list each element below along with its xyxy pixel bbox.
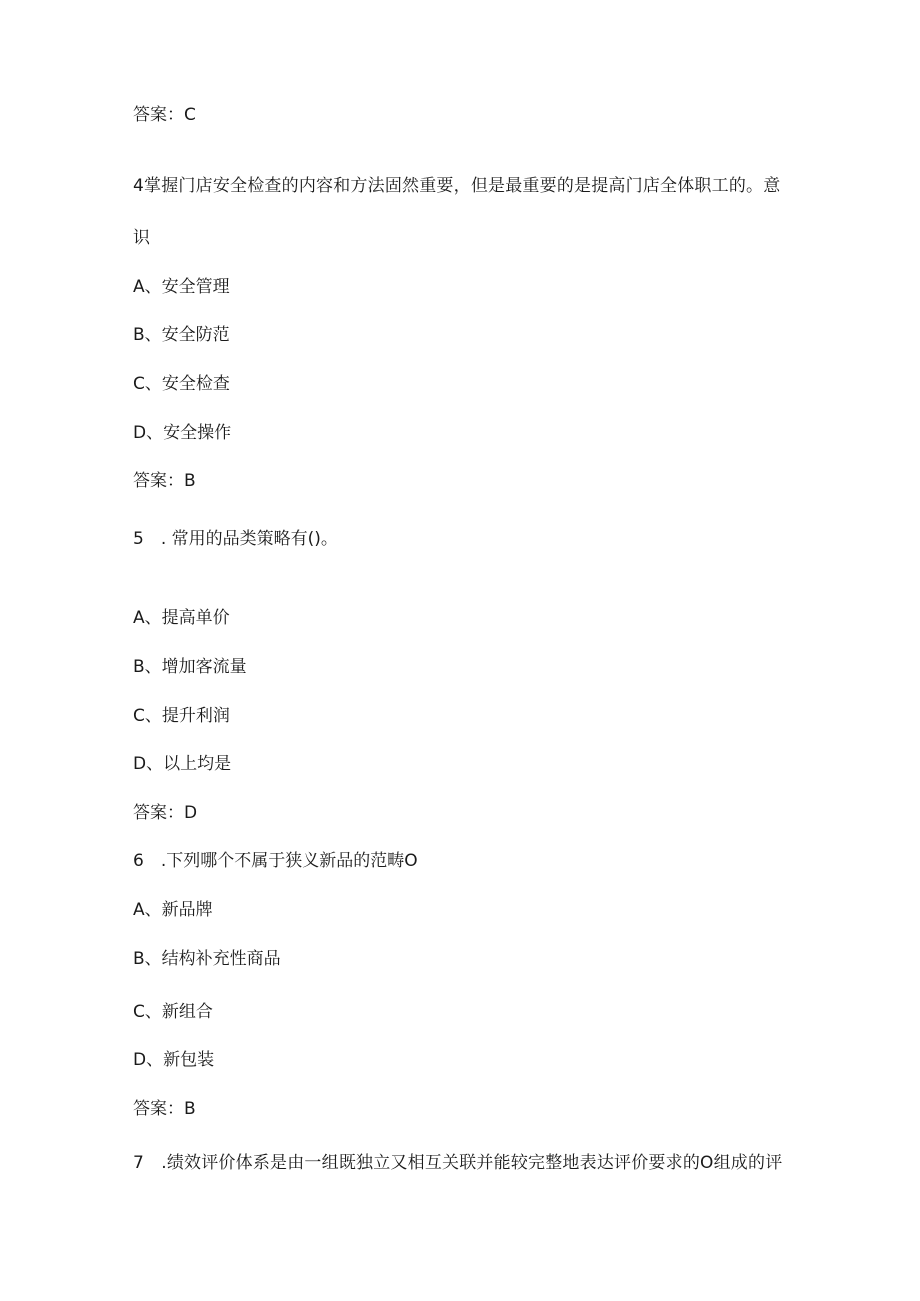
q6-option-c: C、新组合 (133, 1002, 213, 1022)
answer-4: 答案：B (133, 471, 196, 491)
question-4-text: 4掌握门店安全检查的内容和方法固然重要，但是最重要的是提高门店全体职工的。意 (133, 176, 781, 196)
q4-option-a: A、安全管理 (133, 277, 230, 297)
answer-6: 答案：B (133, 1099, 196, 1119)
answer-3: 答案：C (133, 105, 196, 125)
q4-option-b: B、安全防范 (133, 325, 230, 345)
q4-option-c: C、安全检查 (133, 374, 230, 394)
question-6-text: 6 .下列哪个不属于狭义新品的范畴O (133, 851, 418, 871)
q6-option-b: B、结构补充性商品 (133, 949, 281, 969)
question-7-text: 7 .绩效评价体系是由一组既独立又相互关联并能较完整地表达评价要求的O组成的评 (133, 1153, 783, 1173)
q6-option-a: A、新品牌 (133, 900, 213, 920)
q6-option-d: D、新包装 (133, 1050, 215, 1070)
q5-option-d: D、以上均是 (133, 754, 232, 774)
q5-option-c: C、提升利润 (133, 706, 230, 726)
q5-option-b: B、增加客流量 (133, 657, 247, 677)
answer-5: 答案：D (133, 803, 198, 823)
q4-option-d: D、安全操作 (133, 423, 232, 443)
question-4-text-cont: 识 (133, 228, 150, 248)
question-5-text: 5 . 常用的品类策略有()。 (133, 529, 338, 549)
q5-option-a: A、提高单价 (133, 608, 230, 628)
